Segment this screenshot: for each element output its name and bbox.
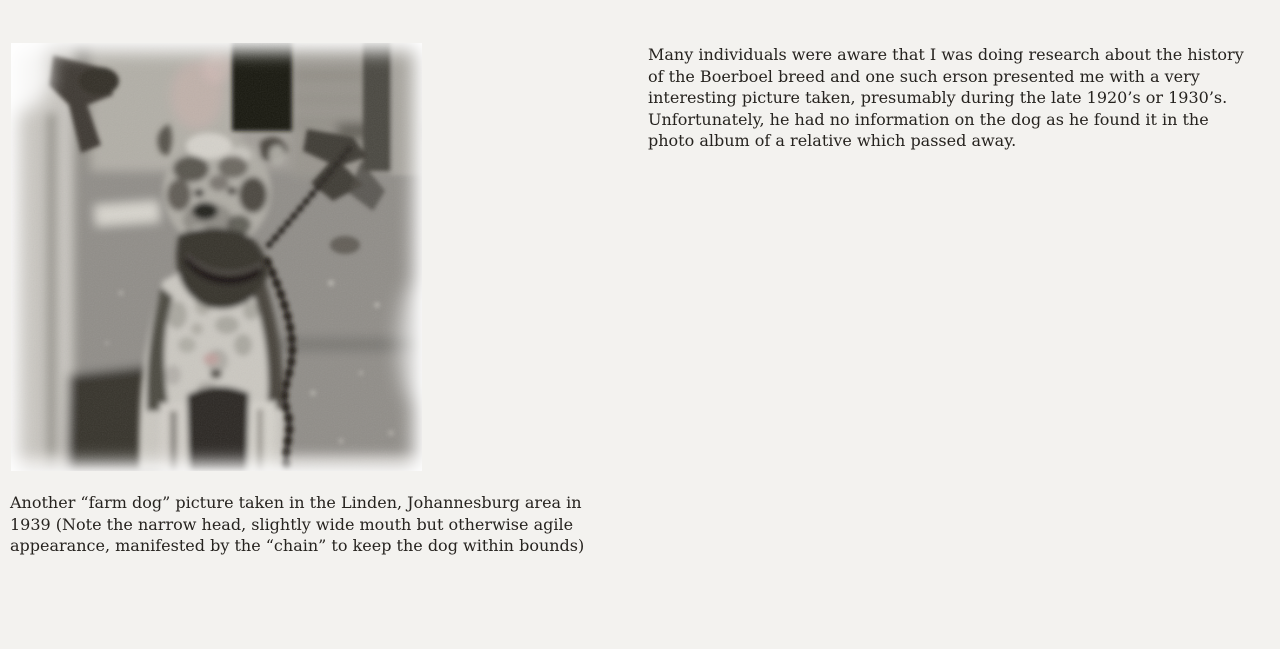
- caption-line: 1939 (Note the narrow head, slightly wide mouth but otherwise agile: [10, 514, 574, 534]
- farm-dog-photo: [11, 43, 422, 471]
- paragraph-line: Many individuals were aware that I was doing research about the history: [648, 45, 1244, 64]
- caption-line: appearance, manifested by the “chain” to keep the dog within bounds): [10, 536, 585, 555]
- photo-grain: [11, 43, 422, 471]
- paragraph-line: photo album of a relative which passed away.: [648, 131, 1017, 150]
- paragraph-line: Unfortunately, he had no information on the dog as he found it in the: [648, 109, 1209, 129]
- paragraph-line: interesting picture taken, presumably during the late 1920’s or 1930’s.: [648, 88, 1228, 107]
- paragraph-line: of the Boerboel breed and one such erson presented me with a very: [648, 66, 1200, 86]
- farm-dog-photo-art: [11, 43, 422, 471]
- photo-caption: [10, 492, 584, 557]
- caption-line: Another “farm dog” picture taken in the Linden, Johannesburg area in: [10, 493, 582, 512]
- intro-paragraph: [648, 44, 1244, 152]
